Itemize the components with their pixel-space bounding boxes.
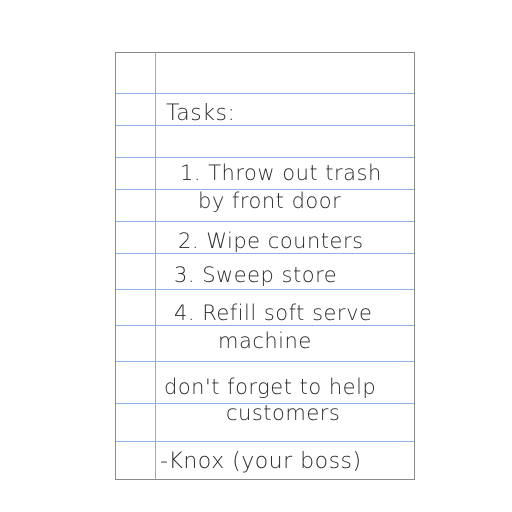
rule-line (116, 361, 414, 362)
margin-tick (116, 125, 130, 126)
tasks-heading: Tasks: (166, 101, 236, 126)
rule-line (116, 157, 414, 158)
task-3: 3. Sweep store (174, 263, 338, 287)
rule-line (116, 221, 414, 222)
margin-tick (116, 361, 130, 362)
task-4-line-1: 4. Refill soft serve (174, 301, 373, 325)
task-4-line-2: machine (218, 329, 312, 353)
task-1-line-1: 1. Throw out trash (180, 161, 382, 185)
reminder-line-2: customers (226, 401, 341, 425)
margin-tick (116, 157, 130, 158)
margin-tick (116, 403, 130, 404)
rule-line (116, 441, 414, 442)
rule-line (116, 125, 414, 126)
task-1-line-2: by front door (198, 189, 342, 213)
margin-tick (116, 189, 130, 190)
rule-line (116, 289, 414, 290)
margin-tick (116, 221, 130, 222)
signature: -Knox (your boss) (160, 449, 362, 474)
margin-tick (116, 289, 130, 290)
rule-line (116, 93, 414, 94)
margin-line (155, 53, 156, 479)
notebook-paper (115, 52, 415, 480)
rule-line (116, 253, 414, 254)
reminder-line-1: don't forget to help (164, 375, 377, 399)
margin-tick (116, 253, 130, 254)
rule-line (116, 325, 414, 326)
margin-tick (116, 441, 130, 442)
task-2: 2. Wipe counters (178, 229, 364, 253)
margin-tick (116, 325, 130, 326)
